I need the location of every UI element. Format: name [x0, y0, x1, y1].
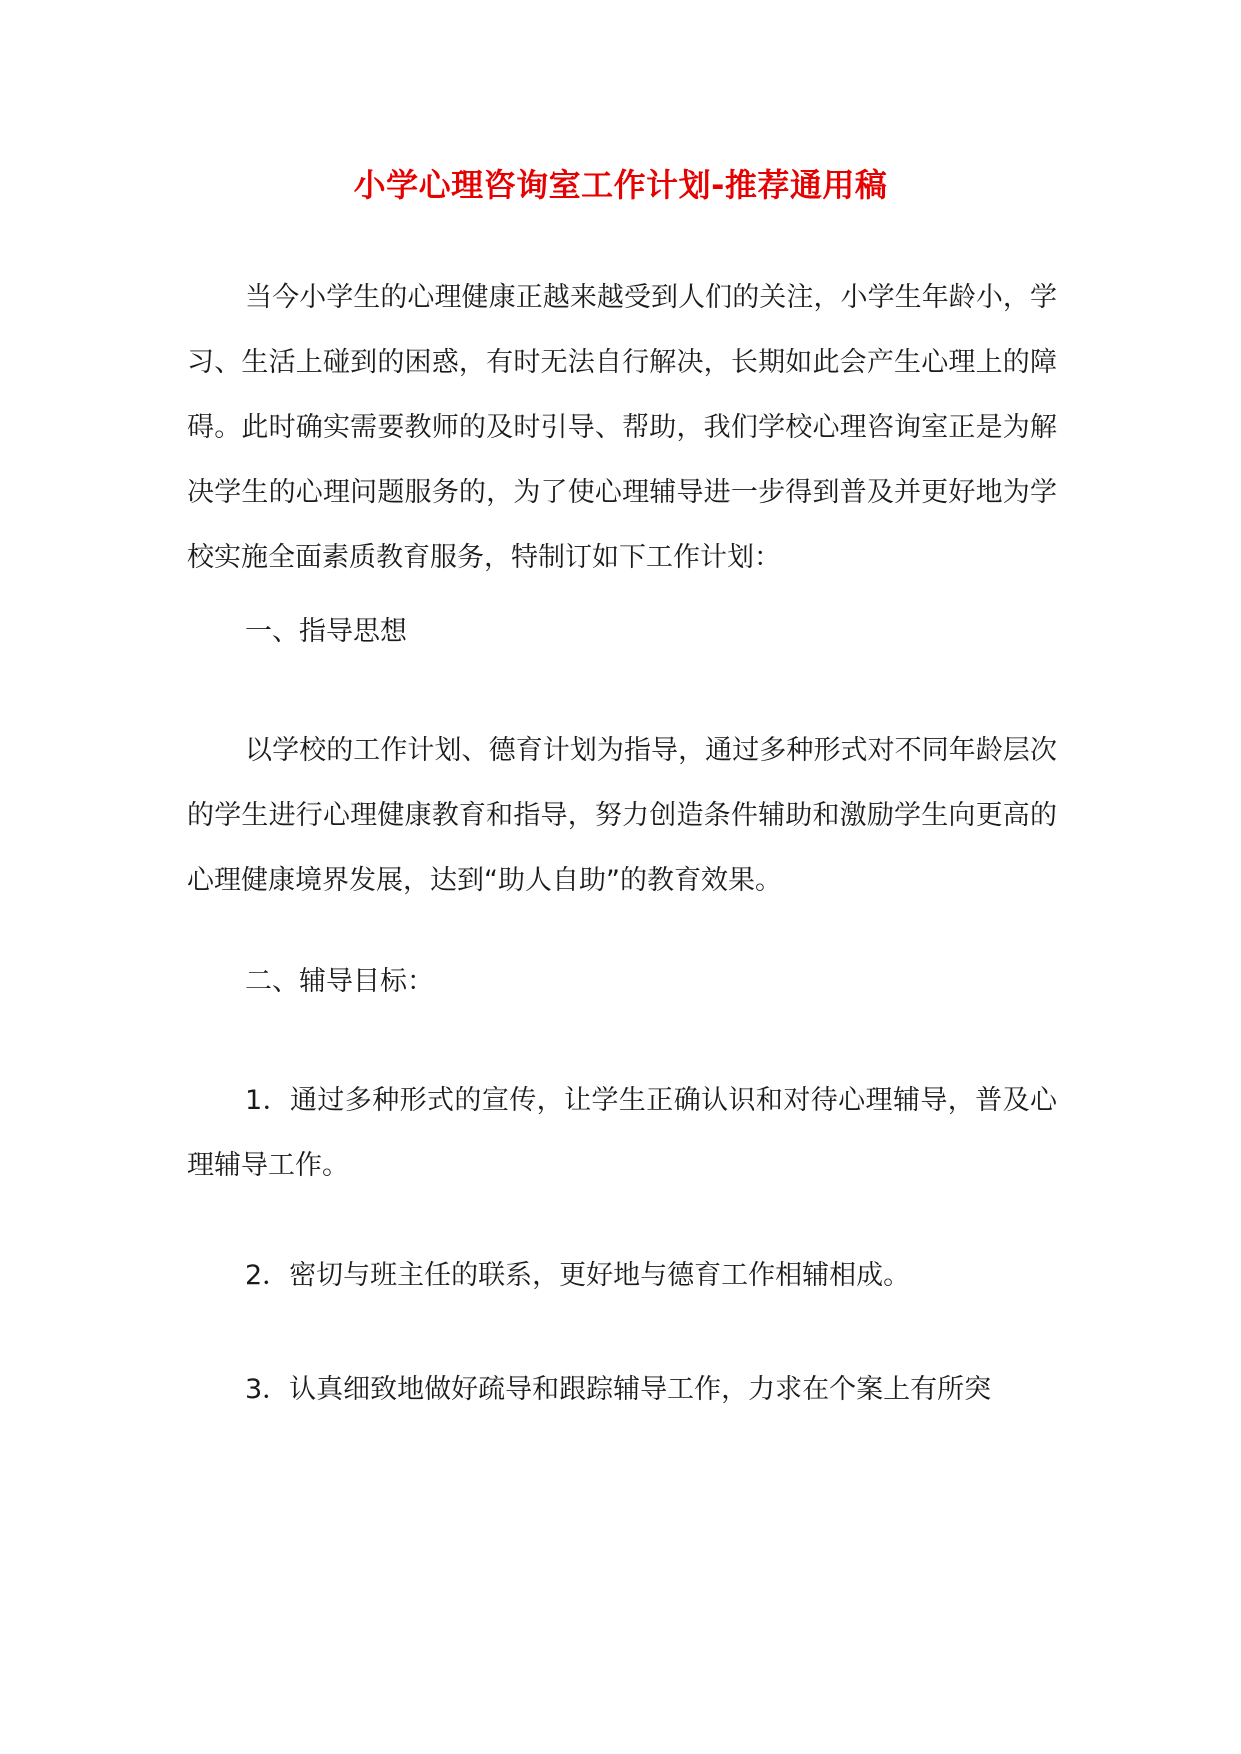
goal-item-2: 2．密切与班主任的联系，更好地与德育工作相辅相成。 — [245, 1260, 911, 1291]
section-heading-goals: 二、辅导目标： — [245, 966, 434, 997]
document-title: 小学心理咨询室工作计划-推荐通用稿 — [353, 166, 888, 204]
guiding-thought-paragraph: 以学校的工作计划、德育计划为指导，通过多种形式对不同年龄层次的学生进行心理健康教育和指导，努力创造条件辅助和激励学生向更高的心理健康境界发展，达到“助人自助”的教育效果。 — [187, 735, 1057, 896]
section-heading-guiding-thought: 一、指导思想 — [245, 616, 407, 647]
goal-item-3: 3．认真细致地做好疏导和跟踪辅导工作，力求在个案上有所突 — [245, 1374, 992, 1405]
intro-paragraph: 当今小学生的心理健康正越来越受到人们的关注，小学生年龄小，学习、生活上碰到的困惑，有时无法自行解决，长期如此会产生心理上的障碍。此时确实需要教师的及时引导、帮助，我们学校心理咨询室正是为解决学生的心理问题服务的，为了使心理辅导进一步得到普及并更好地为学校实施全面素质教育服务，特制订如下工作计划： — [187, 282, 1057, 573]
goal-item-1: 1．通过多种形式的宣传，让学生正确认识和对待心理辅导，普及心理辅导工作。 — [187, 1085, 1057, 1181]
